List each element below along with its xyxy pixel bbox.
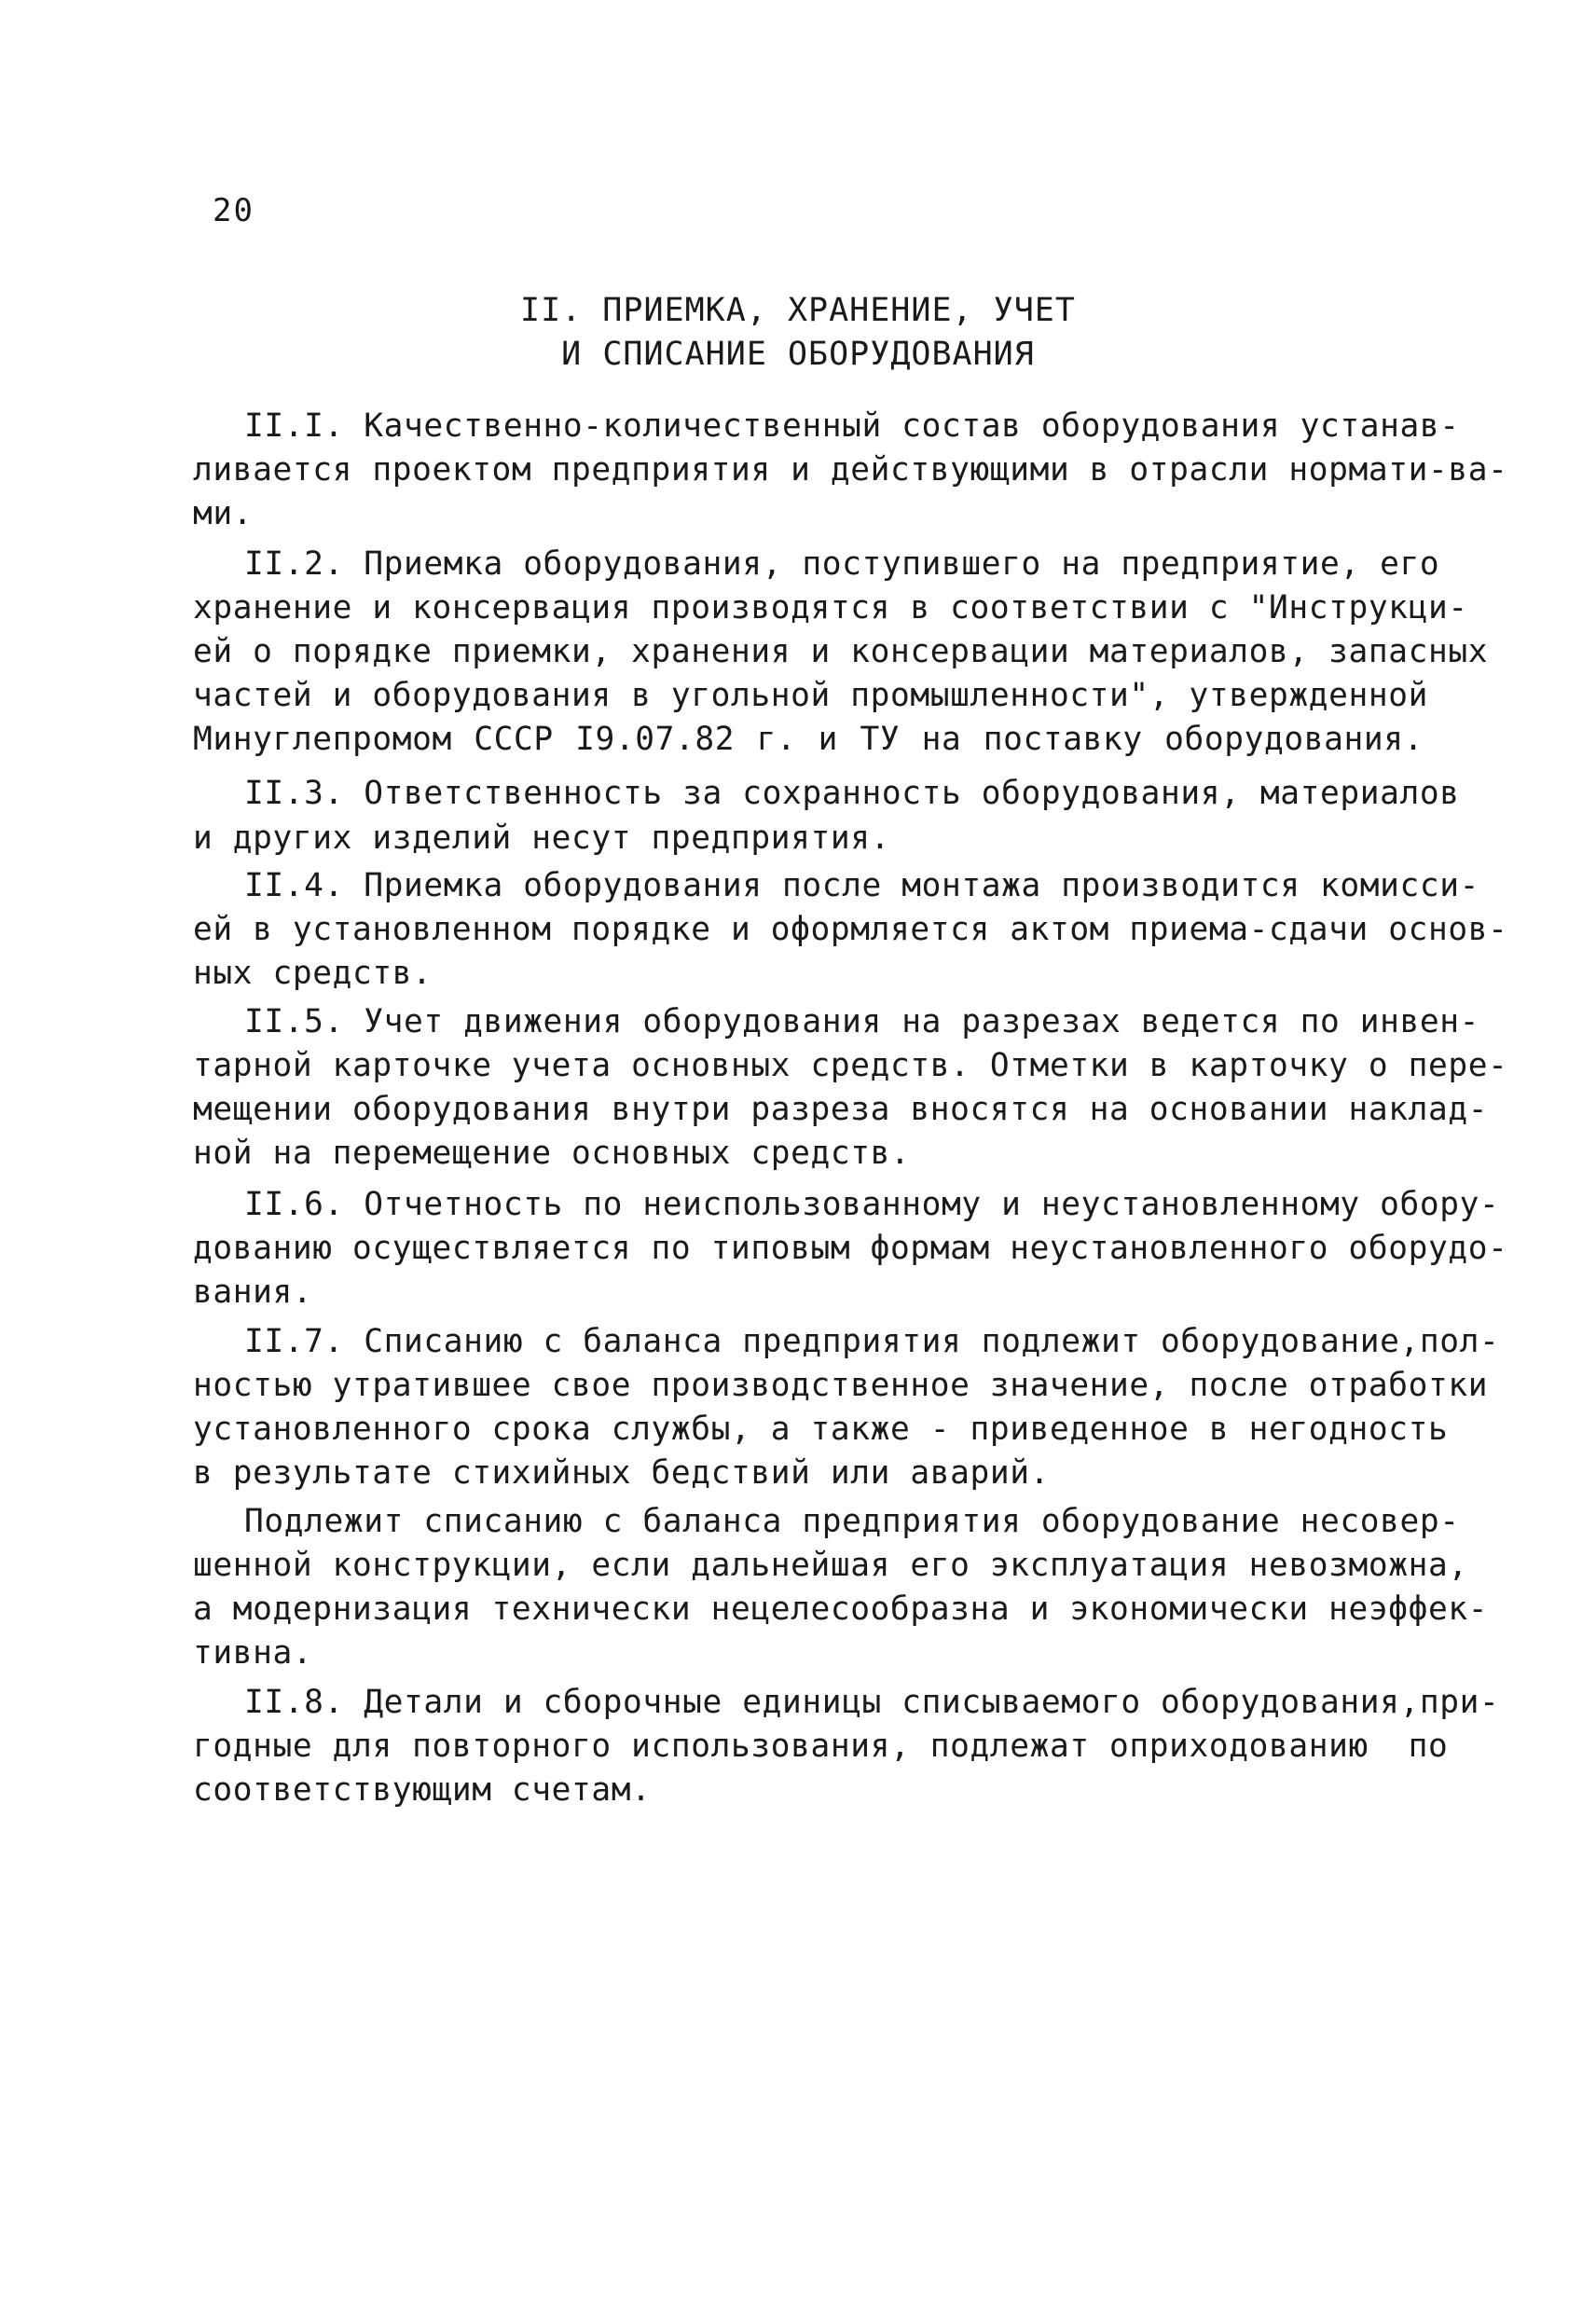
text-line: ей в установленном порядке и оформляется актом приема-сдачи основ- — [193, 911, 1508, 948]
text-line: а модернизация технически нецелесообразна и экономически неэффек- — [193, 1590, 1489, 1628]
text-line: годные для повторного использования, подлежат оприходованию по — [193, 1728, 1449, 1765]
text-line: II.8. Детали и сборочные единицы списываемого оборудования,при- — [244, 1684, 1500, 1721]
text-line: и других изделий несут предприятия. — [193, 819, 890, 857]
text-line: вания. — [193, 1274, 313, 1311]
text-line: дованию осуществляется по типовым формам неустановленного оборудо- — [193, 1230, 1508, 1267]
text-line: соответствующим счетам. — [193, 1771, 652, 1809]
text-line: тивна. — [193, 1634, 313, 1672]
text-line: мещении оборудования внутри разреза вносятся на основании наклад- — [193, 1091, 1489, 1128]
text-line: II.2. Приемка оборудования, поступившего на предприятие, его — [244, 545, 1440, 583]
text-line: Подлежит списанию с баланса предприятия оборудование несовер- — [244, 1503, 1460, 1540]
text-line: ей о порядке приемки, хранения и консервации материалов, запасных — [193, 633, 1489, 670]
text-line: II.7. Списанию с баланса предприятия подлежит оборудование,пол- — [244, 1323, 1500, 1360]
text-line: установленного срока службы, а также - приведенное в негодность — [193, 1411, 1449, 1448]
text-line: II.4. Приемка оборудования после монтажа производится комисси- — [244, 867, 1479, 904]
text-line: II.5. Учет движения оборудования на разрезах ведется по инвен- — [244, 1003, 1479, 1040]
text-line: II.6. Отчетность по неиспользованному и неустановленному обору- — [244, 1186, 1500, 1223]
text-line: тарной карточке учета основных средств. Отметки в карточку о пере- — [193, 1047, 1508, 1084]
text-line: ливается проектом предприятия и действующими в отрасли нормати-ва- — [193, 451, 1508, 489]
text-line: ностью утратившее свое производственное значение, после отработки — [193, 1367, 1489, 1404]
section-heading-line-1: II. ПРИЕМКА, ХРАНЕНИЕ, УЧЕТ — [520, 292, 1076, 329]
text-line: ных средств. — [193, 955, 433, 992]
text-line: в результате стихийных бедствий или аварий. — [193, 1454, 1050, 1492]
text-line: Минуглепромом СССР I9.07.82 г. и ТУ на поставку оборудования. — [193, 721, 1424, 758]
text-line: ной на перемещение основных средств. — [193, 1135, 911, 1172]
text-line: II.3. Ответственность за сохранность оборудования, материалов — [244, 775, 1460, 812]
text-line: хранение и консервация производятся в соответствии с "Инструкци- — [193, 589, 1468, 626]
section-heading-line-2: И СПИСАНИЕ ОБОРУДОВАНИЯ — [561, 336, 1035, 373]
page-number: 20 — [213, 192, 255, 229]
text-line: ми. — [193, 495, 254, 532]
text-line: шенной конструкции, если дальнейшая его эксплуатация невозможна, — [193, 1547, 1468, 1584]
text-line: II.I. Качественно-количественный состав оборудования устанав- — [244, 407, 1460, 445]
text-line: частей и оборудования в угольной промышленности", утвержденной — [193, 677, 1428, 714]
